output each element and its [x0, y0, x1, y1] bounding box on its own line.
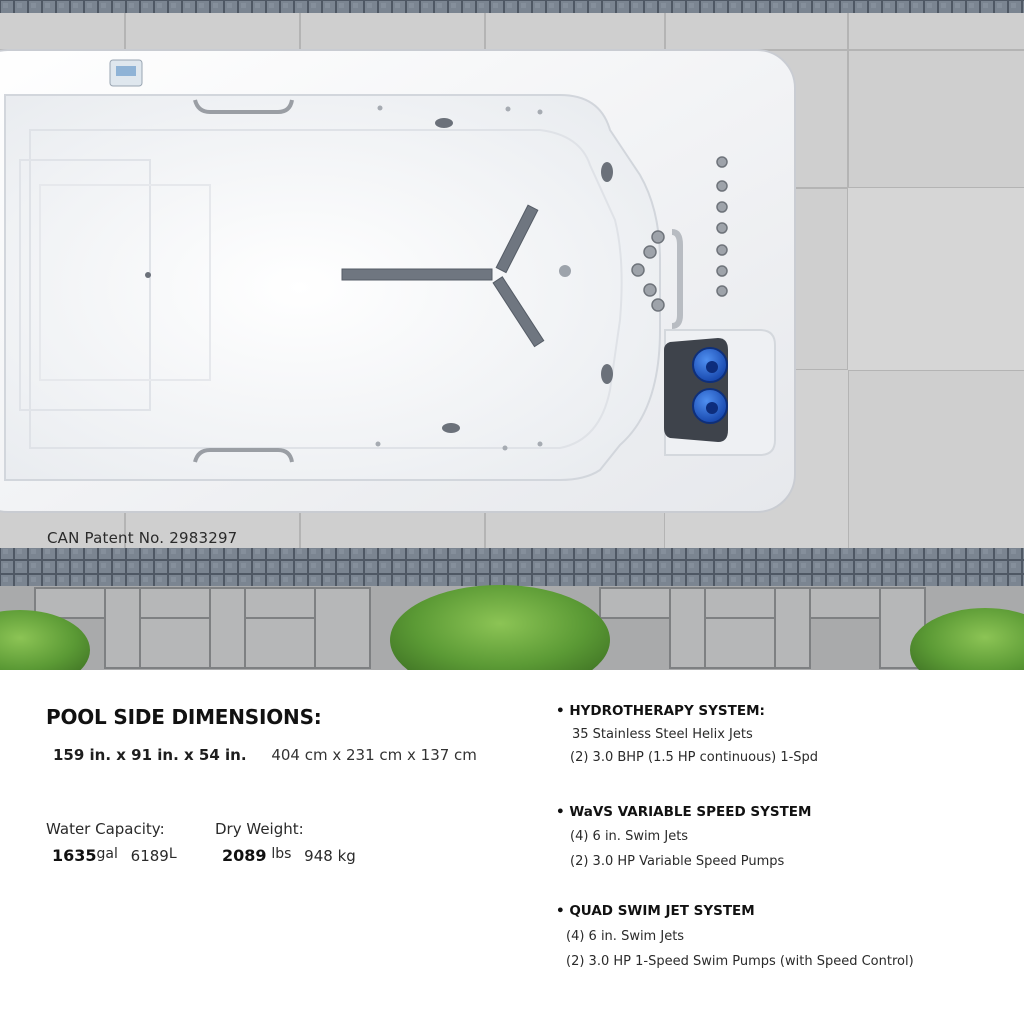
water-capacity-values — [52, 846, 177, 865]
water-capacity-gal-unit: gal — [96, 846, 118, 862]
water-capacity-gal: 1635 — [52, 846, 97, 865]
hydrotherapy-system-title: • HYDROTHERAPY SYSTEM: — [556, 703, 765, 719]
water-capacity-label: Water Capacity: — [46, 820, 165, 838]
dimensions-values — [53, 746, 477, 764]
hydrotherapy-item: (2) 3.0 BHP (1.5 HP continuous) 1-Spd — [570, 750, 819, 765]
wavs-system-title: • WaVS VARIABLE SPEED SYSTEM — [556, 804, 812, 820]
wavs-item: (2) 3.0 HP Variable Speed Pumps — [570, 854, 785, 869]
water-capacity-liters: 6189 — [130, 847, 169, 865]
dry-weight-label: Dry Weight: — [215, 820, 304, 838]
quad-swim-jet-item: (2) 3.0 HP 1-Speed Swim Pumps (with Speed Control) — [566, 954, 914, 969]
wavs-item: (4) 6 in. Swim Jets — [570, 829, 689, 844]
dry-weight-kg: 948 kg — [304, 847, 356, 865]
water-capacity-liters-unit: L — [168, 846, 177, 862]
dry-weight-values — [222, 846, 356, 865]
quad-swim-jet-system-title: • QUAD SWIM JET SYSTEM — [556, 903, 755, 919]
patent-number: CAN Patent No. 2983297 — [47, 529, 238, 547]
quad-swim-jet-item: (4) 6 in. Swim Jets — [566, 929, 685, 944]
dimensions-imperial: 159 in. x 91 in. x 54 in. — [53, 746, 247, 764]
dimensions-title: POOL SIDE DIMENSIONS: — [46, 705, 322, 729]
dry-weight-lbs: 2089 — [222, 846, 267, 865]
hydrotherapy-item: 35 Stainless Steel Helix Jets — [572, 727, 753, 742]
dimensions-metric: 404 cm x 231 cm x 137 cm — [271, 746, 477, 764]
dry-weight-lbs-unit: lbs — [271, 846, 292, 862]
